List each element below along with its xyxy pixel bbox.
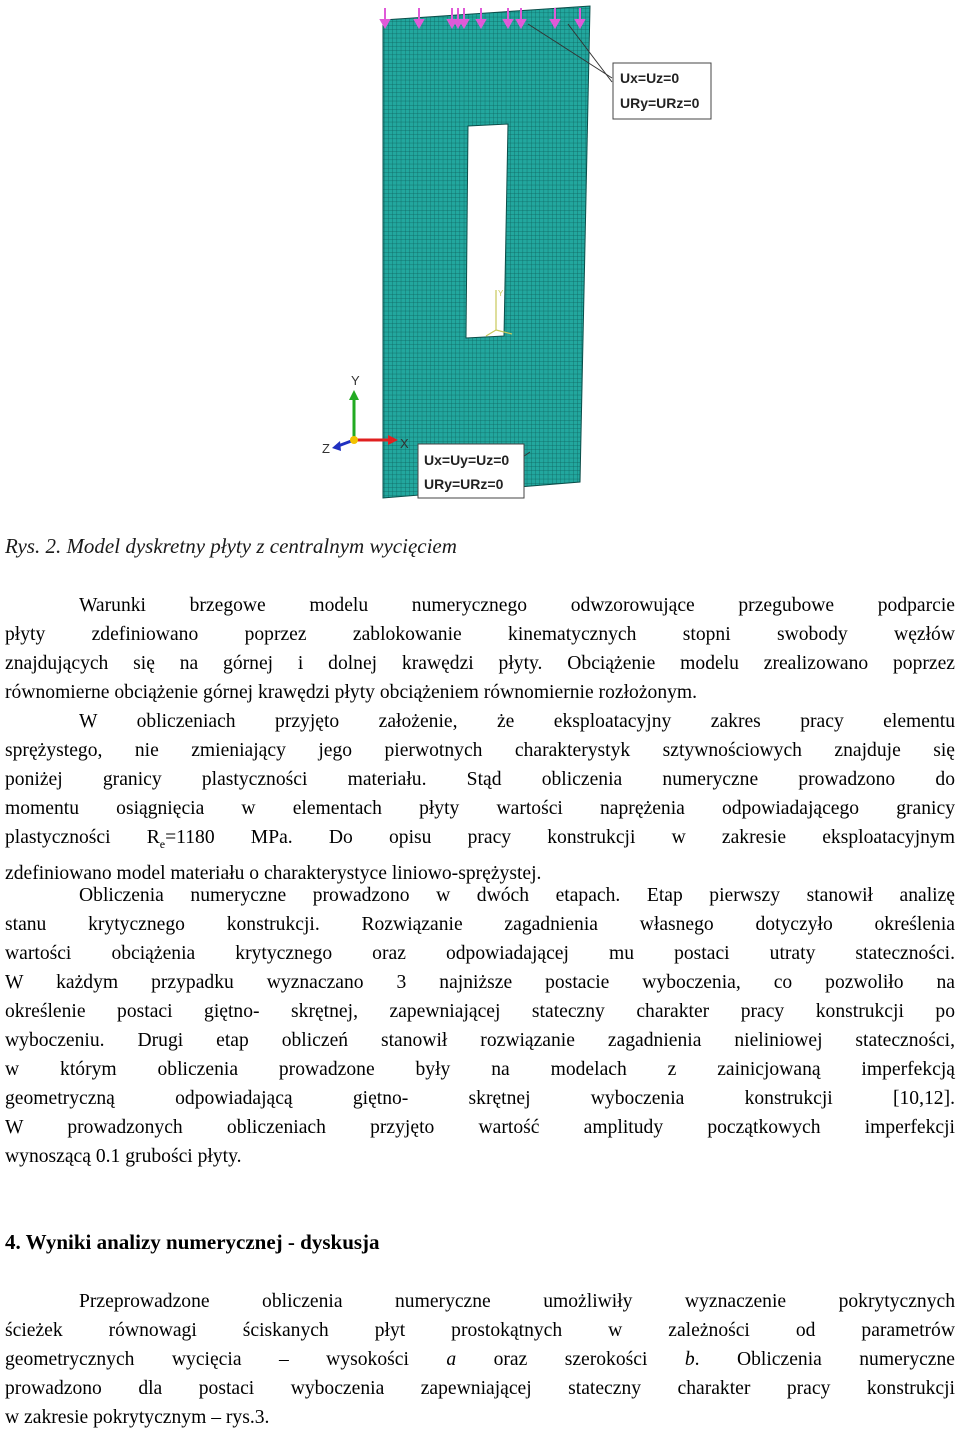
top-bc-line1: Ux=Uz=0: [620, 70, 680, 86]
bottom-bc-line2: URy=URz=0: [424, 476, 504, 492]
paragraph-line: znajdujących się na górnej i dolnej krawędzi płyty. Obciążenie modelu zrealizowano poprzez: [5, 653, 955, 674]
paragraph-line: prowadzono dla postaci wyboczenia zapewniającej stateczny charakter pracy konstrukcji: [5, 1378, 955, 1399]
bottom-bc-line1: Ux=Uy=Uz=0: [424, 452, 510, 468]
paragraph-line-re: plastyczności $R_e=1180$ MPa. Do opisu pracy konstrukcji w zakresie eksploatacyjnym: [5, 827, 955, 851]
paragraph-line: Warunki brzegowe modelu numerycznego odwzorowujące przegubowe podparcie: [79, 595, 955, 616]
paragraph-line: poniżej granicy plastyczności materiału. Stąd obliczenia numeryczne prowadzono do: [5, 769, 955, 790]
paragraph-line: w zakresie pokrytycznym – rys.3.: [5, 1407, 270, 1428]
paragraph-line: określenie postaci giętno- skrętnej, zapewniającej stateczny charakter pracy konstrukcji po: [5, 1001, 955, 1022]
paragraph-line: równomierne obciążenie górnej krawędzi płyty obciążeniem równomiernie rozłożonym.: [5, 682, 698, 703]
paragraph-line: geometryczną odpowiadającą giętno- skrętnej wyboczenia konstrukcji [10,12].: [5, 1088, 955, 1109]
paragraph-stages: [5, 881, 955, 1171]
axis-y-label: Y: [351, 373, 360, 388]
paragraph-line: W obliczeniach przyjęto założenie, że eksploatacyjny zakres pracy elementu: [79, 711, 955, 732]
fem-model-figure: [300, 0, 760, 505]
paragraph-line: wynoszącą 0.1 grubości płyty.: [5, 1146, 242, 1167]
paragraph-line: stanu krytycznego konstrukcji. Rozwiązanie zagadnienia własnego dotyczyło określenia: [5, 914, 955, 935]
paragraph-line: Przeprowadzone obliczenia numeryczne umożliwiły wyznaczenie pokrytycznych: [79, 1291, 955, 1312]
paragraph-line: momentu osiągnięcia w elementach płyty wartości naprężenia odpowiadającego granicy: [5, 798, 955, 819]
top-bc-label-box: [613, 63, 711, 119]
paragraph-boundary-conditions: [5, 591, 955, 707]
paragraph-assumptions: [5, 707, 955, 888]
paragraph-line: W każdym przypadku wyznaczano 3 najniższe postacie wyboczenia, co pozwoliło na: [5, 972, 955, 993]
figure-caption: Rys. 2. Model dyskretny płyty z centralnym wycięciem: [5, 534, 457, 558]
paragraph-line: wyboczeniu. Drugi etap obliczeń stanowił rozwiązanie zagadnienia nieliniowej stateczności,: [5, 1030, 955, 1051]
paragraph-line: ścieżek równowagi ściskanych płyt prostokątnych w zależności od parametrów: [5, 1320, 955, 1341]
axis-z-label: Z: [322, 441, 330, 456]
small-axis-y-label: Y: [498, 289, 504, 298]
plate-mesh: [383, 6, 590, 498]
paragraph-results: [5, 1287, 955, 1432]
paragraph-line: zdefiniowano model materiału o charakterystyce liniowo-sprężystej.: [5, 862, 542, 884]
top-bc-line2: URy=URz=0: [620, 95, 700, 111]
paragraph-line: w którym obliczenia prowadzone były na modelach z zainicjowaną imperfekcją: [5, 1059, 955, 1080]
bottom-bc-label-box: [418, 444, 524, 498]
paragraph-line: Obliczenia numeryczne prowadzono w dwóch etapach. Etap pierwszy stanowił analizę: [79, 885, 955, 906]
section-heading: 4. Wyniki analizy numerycznej - dyskusja: [5, 1230, 380, 1254]
axis-x-label: X: [400, 436, 409, 451]
paragraph-line: wartości obciążenia krytycznego oraz odpowiadającej mu postaci utraty stateczności.: [5, 943, 955, 964]
paragraph-line: geometrycznych wycięcia – wysokości a oraz szerokości b. Obliczenia numeryczne: [5, 1349, 955, 1370]
paragraph-line: sprężystego, nie zmieniający jego pierwotnych charakterystyk sztywnościowych znajduje się: [5, 740, 955, 761]
paragraph-line: W prowadzonych obliczeniach przyjęto wartość amplitudy początkowych imperfekcji: [5, 1117, 955, 1138]
paragraph-line: płyty zdefiniowano poprzez zablokowanie kinematycznych stopni swobody węzłów: [5, 624, 955, 645]
